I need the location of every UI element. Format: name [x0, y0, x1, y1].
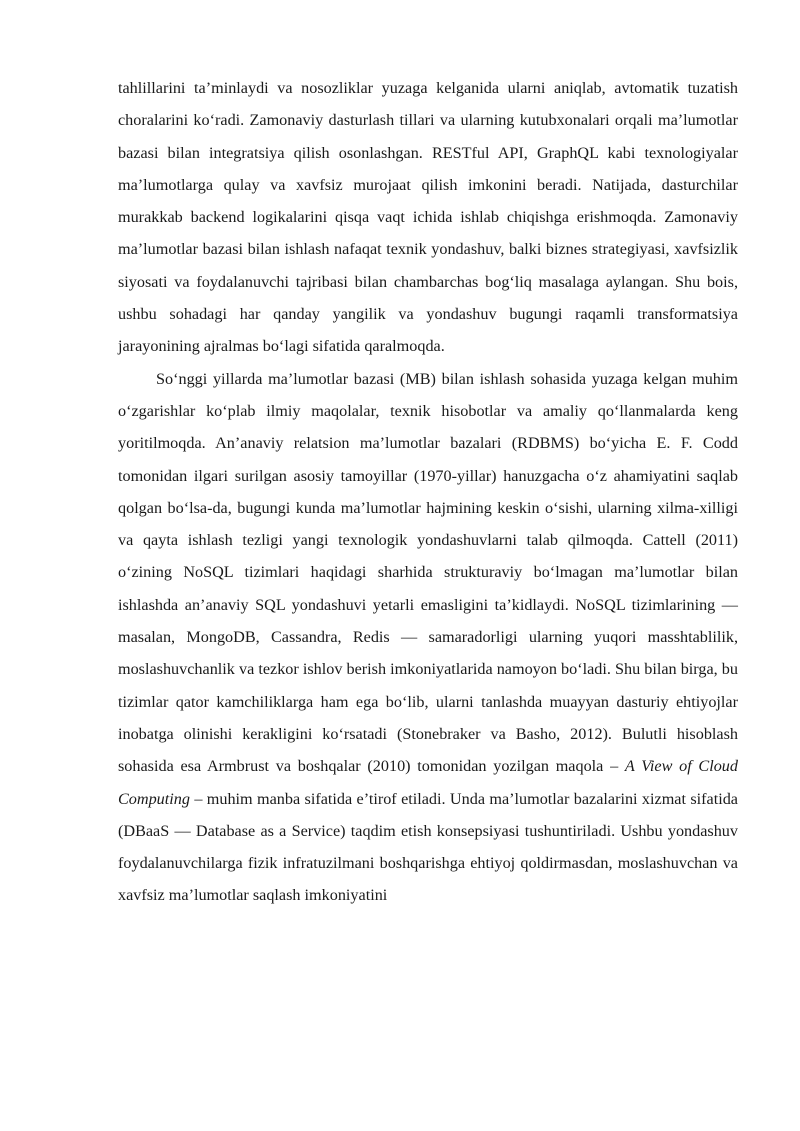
document-page — [118, 72, 738, 912]
cited-title: A View of Cloud Computing — [118, 757, 738, 808]
paragraph-text-start: So‘nggi yillarda ma’lumotlar bazasi (MB) bilan ishlash sohasida yuzaga kelgan muhim o‘zgarishlar ko‘plab ilmiy maqolalar, texnik hisobotlar va amaliy qo‘llanmalarda keng yoritilmoqda. An’anaviy relatsion ma’lumotlar bazalari (RDBMS) bo‘yicha E. F. Codd tomonidan ilgari surilgan asosiy tamoyillar (1970-yillar) hanuzgacha o‘z ahamiyatini saqlab qolgan bo‘lsa-da, bugungi kunda ma’lumotlar hajmining keskin o‘sishi, ularning xilma-xilligi va qayta ishlash tezligi yangi texnologik yondashuvlarni talab qilmoqda. Cattell (2011) o‘zining NoSQL tizimlari haqidagi sharhida strukturaviy bo‘lmagan ma’lumotlar bilan ishlashda an’anaviy SQL yondashuvi yetarli emasligini ta’kidlaydi. NoSQL tizimlarining — masalan, MongoDB, Cassandra, Redis — samaradorligi ularning yuqori masshtablilik, moslashuvchanlik va tezkor ishlov berish imkoniyatlarida namoyon bo‘ladi. Shu bilan birga, bu tizimlar qator kamchiliklarga ham ega bo‘lib, ularni tanlashda muayyan dasturiy ehtiyojlar inobatga olinishi kerakligini ko‘rsatadi (Stonebraker va Basho, 2012). Bulutli hisoblash sohasida esa Armbrust va boshqalar (2010) tomonidan yozilgan maqola – — [118, 369, 738, 776]
paragraph-continuation: tahlillarini ta’minlaydi va nosozliklar yuzaga kelganida ularni aniqlab, avtomatik tuzatish choralarini ko‘radi. Zamonaviy dasturlash tillari va ularning kutubxonalari orqali ma’lumotlar bazasi bilan integratsiya qilish osonlashgan. RESTful API, GraphQL kabi texnologiyalar ma’lumotlarga qulay va xavfsiz murojaat qilish imkonini beradi. Natijada, dasturchilar murakkab backend logikalarini qisqa vaqt ichida ishlab chiqishga erishmoqda. Zamonaviy ma’lumotlar bazasi bilan ishlash nafaqat texnik yondashuv, balki biznes strategiyasi, xavfsizlik siyosati va foydalanuvchi tajribasi bilan chambarchas bog‘liq masalaga aylangan. Shu bois, ushbu sohadagi har qanday yangilik va yondashuv bugungi raqamli transformatsiya jarayonining ajralmas bo‘lagi sifatida qaralmoqda. — [118, 79, 738, 356]
paragraph-literature-review — [118, 363, 738, 912]
paragraph-text-end: – muhim manba sifatida e’tirof etiladi. Unda ma’lumotlar bazalarini xizmat sifatida (DBaaS — Database as a Service) taqdim etish konsepsiyasi tushuntiriladi. Ushbu yondashuv foydalanuvchilarga fizik infratuzilmani boshqarishga ehtiyoj qoldirmasdan, moslashuvchan va xavfsiz ma’lumotlar saqlash imkoniyatini — [118, 789, 738, 905]
